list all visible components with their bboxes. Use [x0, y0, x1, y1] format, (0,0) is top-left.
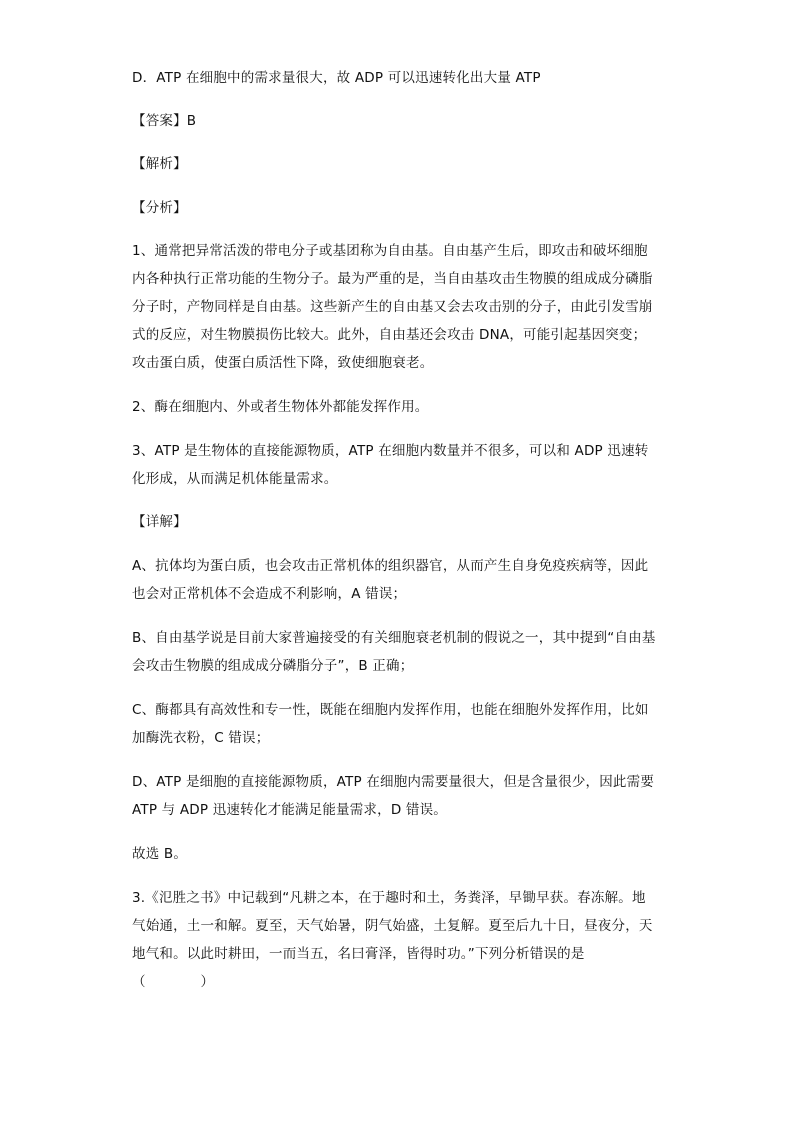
- answer-label: 【答案】B: [132, 113, 197, 129]
- analysis-heading: 【解析】: [132, 156, 187, 172]
- detail-b-line-2: 会攻击生物膜的组成成分磷脂分子”，B 正确；: [132, 658, 414, 674]
- option-d-text: D．ATP 在细胞中的需求量很大，故 ADP 可以迅速转化出大量 ATP: [132, 70, 541, 86]
- point-3-line-2: 化形成，从而满足机体能量需求。: [132, 471, 338, 487]
- question-3-line-1: 3.《氾胜之书》中记载到“凡耕之本，在于趣时和土，务粪泽，早锄早获。春冻解。地: [132, 890, 646, 906]
- detail-a-line-2: 也会对正常机体不会造成不利影响，A 错误；: [132, 586, 407, 602]
- question-3-line-2: 气始通，土一和解。夏至，天气始暑，阴气始盛，土复解。夏至后九十日，昼夜分，天: [132, 918, 653, 934]
- detail-c-line-1: C、酶都具有高效性和专一性，既能在细胞内发挥作用，也能在细胞外发挥作用，比如: [132, 702, 649, 718]
- point-3-line-1: 3、ATP 是生物体的直接能源物质，ATP 在细胞内数量并不很多，可以和 ADP 迅速转: [132, 443, 649, 459]
- fenxi-heading: 【分析】: [132, 200, 187, 216]
- detail-c-line-2: 加酶洗衣粉，C 错误；: [132, 730, 270, 746]
- question-3-line-3: 地气和。以此时耕田，一而当五，名曰膏泽，皆得时功。”下列分析错误的是: [132, 946, 585, 962]
- detail-b-line-1: B、自由基学说是目前大家普遍接受的有关细胞衰老机制的假说之一，其中提到“自由基: [132, 630, 656, 646]
- detail-heading: 【详解】: [132, 514, 187, 530]
- point-1-line-3: 分子时，产物同样是自由基。这些新产生的自由基又会去攻击别的分子，由此引发雪崩: [132, 299, 653, 315]
- point-2-line-1: 2、酶在细胞内、外或者生物体外都能发挥作用。: [132, 399, 429, 415]
- detail-d-line-1: D、ATP 是细胞的直接能源物质，ATP 在细胞内需要量很大，但是含量很少，因此需要: [132, 774, 655, 790]
- point-1-line-5: 攻击蛋白质，使蛋白质活性下降，致使细胞衰老。: [132, 355, 434, 371]
- point-1-line-1: 1、通常把异常活泼的带电分子或基团称为自由基。自由基产生后，即攻击和破坏细胞: [132, 243, 648, 259]
- question-3-answer-blank: （ ）: [132, 974, 215, 990]
- detail-a-line-1: A、抗体均为蛋白质，也会攻击正常机体的组织器官，从而产生自身免疫疾病等，因此: [132, 558, 649, 574]
- point-1-line-2: 内各种执行正常功能的生物分子。最为严重的是，当自由基攻击生物膜的组成成分磷脂: [132, 271, 653, 287]
- detail-d-line-2: ATP 与 ADP 迅速转化才能满足能量需求，D 错误。: [132, 802, 448, 818]
- conclusion-text: 故选 B。: [132, 846, 188, 862]
- point-1-line-4: 式的反应，对生物膜损伤比较大。此外，自由基还会攻击 DNA，可能引起基因突变；: [132, 327, 647, 343]
